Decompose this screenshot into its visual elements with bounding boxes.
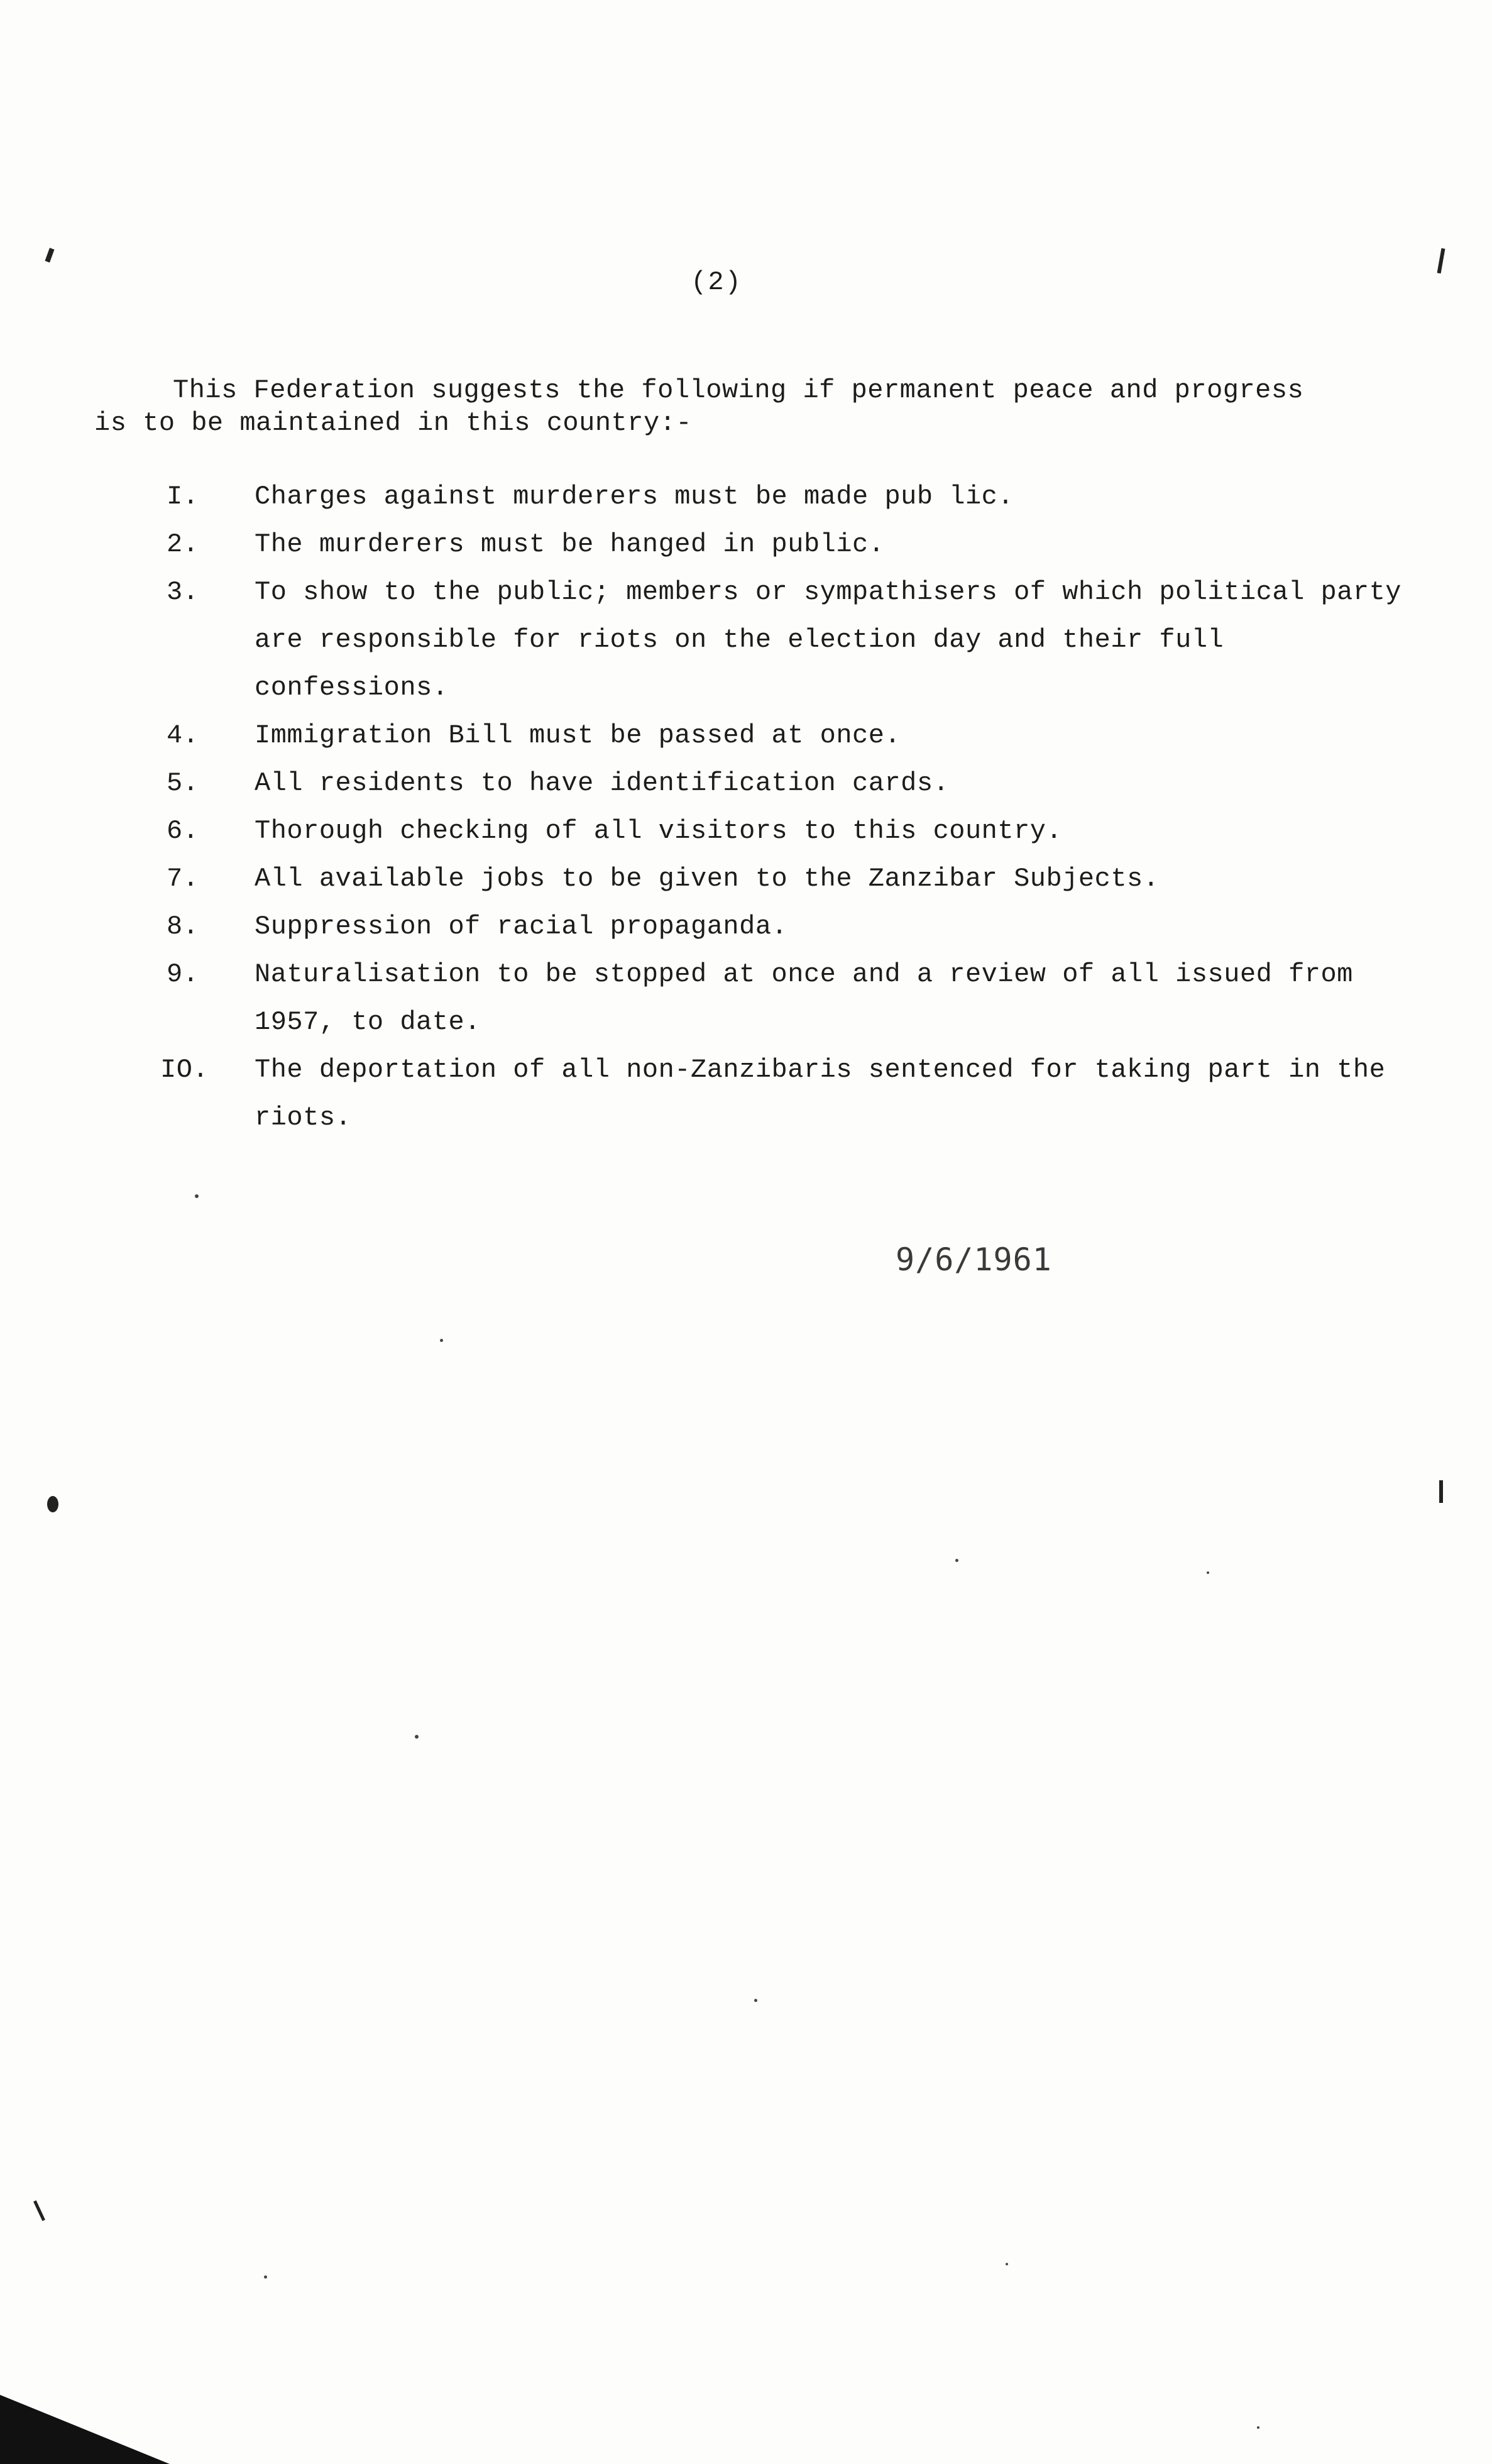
item-text: The deportation of all non-Zanzibaris sentenced for taking part in the riots. — [255, 1055, 1386, 1133]
list-item — [145, 473, 1401, 520]
speckle — [1257, 2426, 1259, 2429]
item-number: 9. — [167, 959, 199, 989]
item-text: All residents to have identification cards. — [255, 768, 950, 798]
item-text: All available jobs to be given to the Zanzibar Subjects. — [255, 864, 1160, 894]
item-text: Thorough checking of all visitors to this country. — [255, 816, 1063, 846]
list-item — [145, 1046, 1401, 1141]
item-number: 4. — [167, 720, 199, 751]
list-item — [145, 759, 1401, 807]
item-text: Immigration Bill must be passed at once. — [255, 720, 901, 751]
list-item — [145, 807, 1401, 855]
item-number: I. — [167, 481, 199, 512]
speckle — [1207, 1571, 1209, 1574]
intro-paragraph — [94, 374, 1351, 439]
speckle — [264, 2275, 267, 2279]
list-item — [145, 520, 1401, 568]
item-text: The murderers must be hanged in public. — [255, 529, 885, 559]
item-text: Charges against murderers must be made pub lic. — [255, 481, 1014, 512]
list-item — [145, 950, 1401, 1046]
item-number: 2. — [167, 529, 199, 559]
page-number: (2) — [691, 267, 742, 297]
scan-mark — [1437, 248, 1445, 273]
speckle — [415, 1735, 419, 1739]
intro-line-2: is to be maintained in this country:- — [94, 408, 693, 438]
item-number: 7. — [167, 864, 199, 894]
speckle — [440, 1339, 443, 1342]
speckle — [754, 1999, 757, 2002]
list-item — [145, 855, 1401, 903]
document-date: 9/6/1961 — [896, 1241, 1052, 1278]
intro-line-1: This Federation suggests the following if permanent peace and progress — [173, 375, 1304, 405]
demands-list — [145, 473, 1401, 1141]
list-item — [145, 712, 1401, 759]
speckle — [1006, 2263, 1008, 2265]
item-text: To show to the public; members or sympathisers of which political party are responsible for riots on the election day and their full confessions. — [255, 577, 1401, 703]
list-item — [145, 568, 1401, 712]
list-item — [145, 903, 1401, 950]
item-number: 3. — [167, 577, 199, 607]
item-number: IO. — [160, 1055, 209, 1085]
item-number: 6. — [167, 816, 199, 846]
item-number: 5. — [167, 768, 199, 798]
scan-mark — [1439, 1480, 1443, 1503]
scan-mark — [45, 248, 54, 262]
speckle — [195, 1194, 199, 1198]
scan-corner-shadow — [0, 2395, 170, 2464]
scan-mark — [47, 1496, 58, 1512]
item-text: Naturalisation to be stopped at once and a review of all issued from 1957, to date. — [255, 959, 1353, 1037]
item-text: Suppression of racial propaganda. — [255, 911, 788, 942]
scan-mark — [33, 2201, 45, 2221]
speckle — [955, 1559, 958, 1562]
item-number: 8. — [167, 911, 199, 942]
